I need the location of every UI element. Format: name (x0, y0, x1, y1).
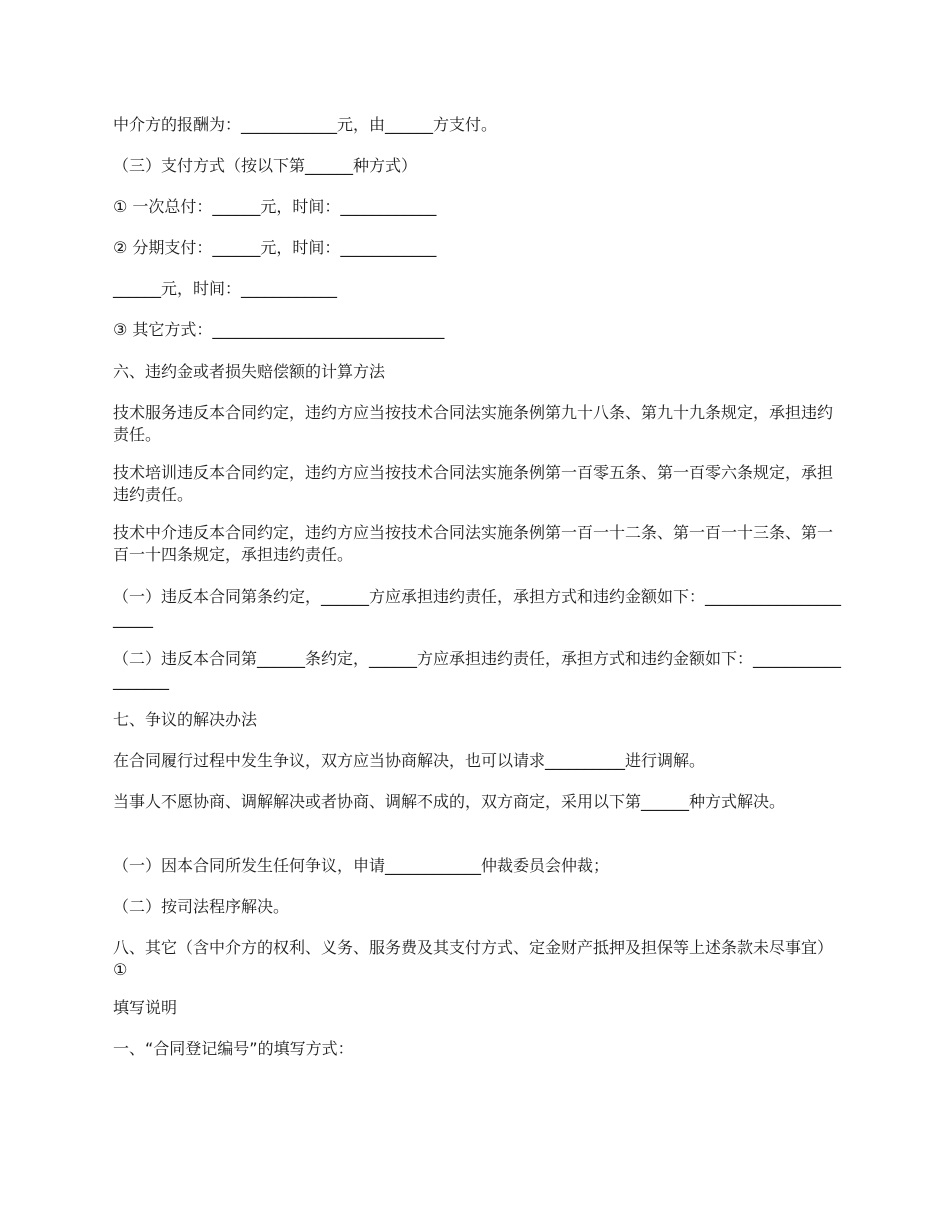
tech-intermediary-clause: 技术中介违反本合同约定，违约方应当按技术合同法实施条例第一百一十二条、第一百一十三条、第一百一十四条规定，承担违约责任。 (113, 523, 834, 564)
breach-clause-one: （一）违反本合同第条约定，______方应承担违约责任，承担方式和违约金额如下：______________________ (113, 587, 842, 628)
other-payment-line: ③ 其它方式：_____________________________ (113, 320, 445, 339)
judicial-option: （二）按司法程序解决。 (113, 897, 290, 916)
registration-number-heading: 一、“合同登记编号”的填写方式： (113, 1039, 354, 1058)
dispute-mediation-line: 在合同履行过程中发生争议，双方应当协商解决，也可以请求__________进行调解。 (113, 751, 706, 770)
instructions-heading: 填写说明 (113, 998, 178, 1017)
section-seven-heading: 七、争议的解决办法 (113, 710, 258, 729)
tech-service-clause: 技术服务违反本合同约定，违约方应当按技术合同法实施条例第九十八条、第九十九条规定，承担违约责任。 (113, 403, 834, 444)
lump-sum-payment-line: ① 一次总付：______元，时间：____________ (113, 197, 437, 216)
dispute-resolution-line: 当事人不愿协商、调解解决或者协商、调解不成的，双方商定，采用以下第______种方式解决。 (113, 792, 786, 811)
installment-payment-line: ② 分期支付：______元，时间：____________ (113, 238, 437, 257)
breach-clause-two: （二）违反本合同第______条约定，______方应承担违约责任，承担方式和违约金额如下：__________________ (113, 649, 842, 690)
payment-method-heading: （三）支付方式（按以下第______种方式） (113, 156, 418, 175)
section-six-heading: 六、违约金或者损失赔偿额的计算方法 (113, 362, 386, 381)
installment-payment-line-2: ______元，时间：____________ (113, 279, 338, 298)
tech-training-clause: 技术培训违反本合同约定，违约方应当按技术合同法实施条例第一百零五条、第一百零六条规定，承担违约责任。 (113, 463, 834, 504)
section-eight-heading: 八、其它（含中介方的权利、义务、服务费及其支付方式、定金财产抵押及担保等上述条款未尽事宜）① (113, 938, 834, 979)
arbitration-option: （一）因本合同所发生任何争议，申请____________仲裁委员会仲裁； (113, 856, 610, 875)
remuneration-line: 中介方的报酬为：____________元，由______方支付。 (113, 115, 498, 134)
